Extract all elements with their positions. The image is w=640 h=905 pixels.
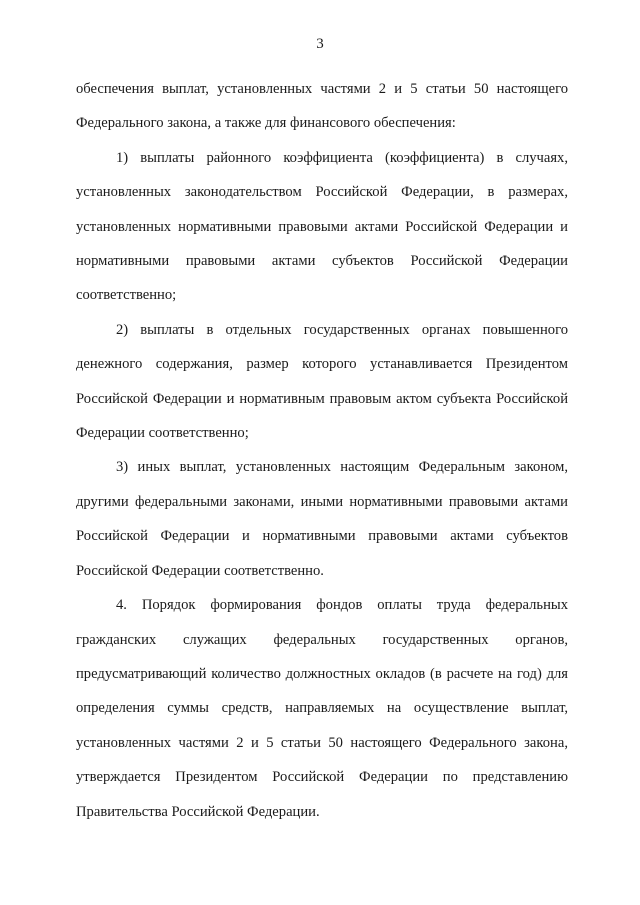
document-body — [76, 72, 568, 829]
paragraph-item-1: 1) выплаты районного коэффициента (коэффициента) в случаях, установленных законодательством Российской Федерации, в размерах, установленных нормативными правовыми актами Российской Федерации и нормативными правовыми актами субъектов Российской Федерации соответственно; — [76, 149, 568, 304]
paragraph-section-4: 4. Порядок формирования фондов оплаты труда федеральных гражданских служащих федеральных государственных органов, предусматривающий количество должностных окладов (в расчете на год) для определения суммы средств, направляемых на осуществление выплат, установленных частями 2 и 5 статьи 50 настоящего Федерального закона, утверждается Президентом Российской Федерации по представлению Правительства Российской Федерации. — [76, 597, 568, 820]
paragraph-continuation: обеспечения выплат, установленных частями 2 и 5 статьи 50 настоящего Федерального закона, а также для финансового обеспечения: — [76, 81, 568, 132]
paragraph-item-3: 3) иных выплат, установленных настоящим Федеральным законом, другими федеральными законами, иными нормативными правовыми актами Российской Федерации и нормативными правовыми актами субъектов Российской Федерации соответственно. — [76, 459, 568, 579]
paragraph-item-2: 2) выплаты в отдельных государственных органах повышенного денежного содержания, размер которого устанавливается Президентом Российской Федерации и нормативным правовым актом субъекта Российской Федерации соответственно; — [76, 321, 568, 442]
page-number: 3 — [316, 36, 324, 52]
